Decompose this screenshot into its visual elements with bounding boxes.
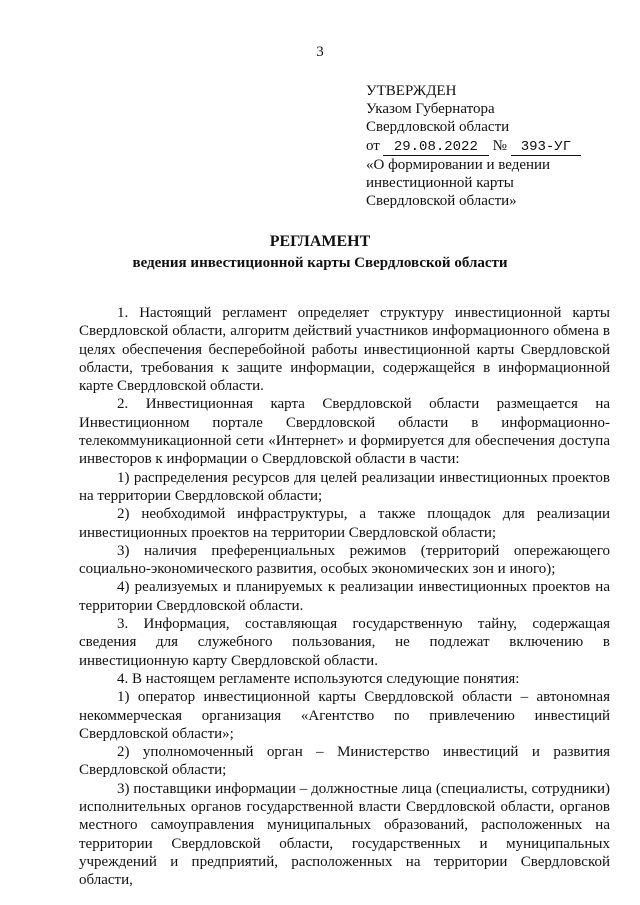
approval-line: УТВЕРЖДЕН [366, 83, 457, 99]
paragraph: 1. Настоящий регламент определяет структуру инвестиционной карты Свердловской области, алгоритм действий участников информационного обмена в целях обеспечения бесперебойной работы инвестиционной карты Свердловской области, требования к защите информации, содержащейся в информационной карте Свердловской области. [79, 305, 610, 395]
paragraph: 3) наличия преференциальных режимов (территорий опережающего социально-экономического развития, особых экономических зон и иного); [79, 542, 610, 578]
paragraph: 2) уполномоченный орган – Министерство инвестиций и развития Свердловской области; [79, 744, 610, 779]
paragraph: 1) оператор инвестиционной карты Свердловской области – автономная некоммерческая организация «Агентство по привлечению инвестиций Свердловской области»; [79, 689, 610, 742]
paragraph: 1) распределения ресурсов для целей реализации инвестиционных проектов на территории Свердловской области; [79, 469, 610, 504]
approval-line: инвестиционной карты [366, 174, 514, 191]
paragraph: 3) поставщики информации – должностные лица (специалисты, сотрудники) исполнительных органов государственной власти Свердловской области, органов местного самоуправления муниципальных образований, расположенных на территории Свердловской области, государственных и муниципальных учреждений и предприятий, расположенных на территории Свердловской области, [79, 780, 610, 889]
paragraph: 2) необходимой инфраструктуры, а также площадок для реализации инвестиционных проектов на территории Свердловской области; [79, 506, 610, 541]
paragraph: 2. Инвестиционная карта Свердловской области размещается на Инвестиционном портале Свердловской области в информационно-телекоммуникационной сети «Интернет» и формируется для обеспечения доступа инвесторов к информации о Свердловской области в части: [79, 396, 610, 468]
number-prefix: № [492, 137, 507, 154]
date-prefix: от [366, 137, 380, 154]
paragraph: 3. Информация, составляющая государственную тайну, содержащая сведения для служебного пользования, не подлежат включению в инвестиционную карту Свердловской области. [79, 616, 610, 669]
decree-date: 29.08.2022 [383, 140, 489, 156]
page-number: 3 [316, 44, 324, 60]
document-title: РЕГЛАМЕНТ [269, 233, 371, 250]
paragraph: 4. В настоящем регламенте используются следующие понятия: [117, 670, 520, 687]
approval-line: Свердловской области [366, 119, 510, 136]
document-subtitle: ведения инвестиционной карты Свердловской области [132, 255, 508, 271]
paragraph: 4) реализуемых и планируемых к реализации инвестиционных проектов на территории Свердловской области. [79, 579, 610, 614]
approval-line: Свердловской области» [366, 193, 517, 210]
approval-stamp [366, 82, 606, 210]
approval-line: «О формировании и ведении [366, 156, 551, 173]
document-body [79, 304, 610, 890]
approval-line: Указом Губернатора [366, 101, 495, 118]
approval-date-number-line [366, 137, 606, 156]
decree-number: 393-УГ [511, 140, 581, 156]
